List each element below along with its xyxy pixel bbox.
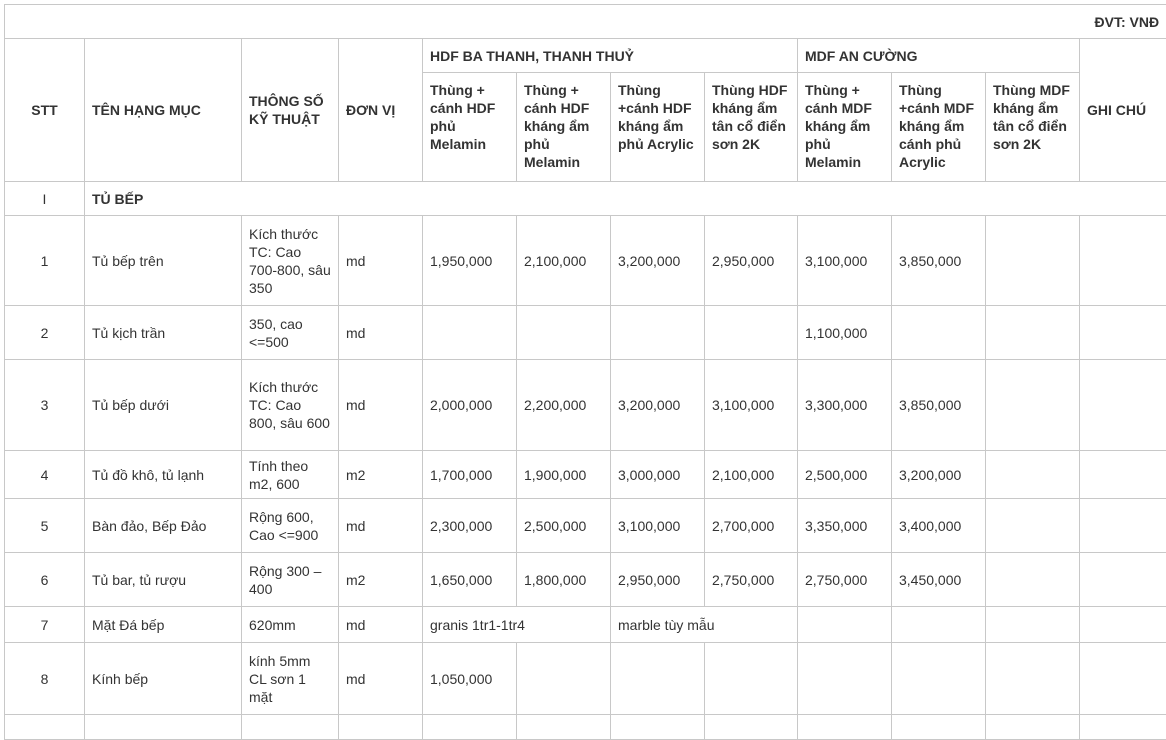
row-name — [85, 715, 242, 740]
row-price — [611, 306, 705, 360]
table-row-partial — [5, 715, 1166, 740]
row-price: 2,100,000 — [705, 451, 798, 499]
row-price — [798, 643, 892, 715]
header-name: TÊN HẠNG MỤC — [85, 39, 242, 182]
header-hdf-col: Thùng + cánh HDF phủ Melamin — [423, 73, 517, 182]
row-unit: m2 — [339, 553, 423, 607]
row-spec — [242, 715, 339, 740]
header-spec: THÔNG SỐ KỸ THUẬT — [242, 39, 339, 182]
row-stt: 4 — [5, 451, 85, 499]
row-price — [986, 306, 1080, 360]
row-name: Tủ bar, tủ rượu — [85, 553, 242, 607]
row-name: Bàn đảo, Bếp Đảo — [85, 499, 242, 553]
header-unit: ĐƠN VỊ — [339, 39, 423, 182]
row-stt: 6 — [5, 553, 85, 607]
table-row — [5, 607, 1166, 643]
row-note — [1080, 643, 1166, 715]
table-row — [5, 216, 1166, 306]
price-table — [4, 4, 1166, 740]
header-group-mdf: MDF AN CƯỜNG — [798, 39, 1080, 73]
row-price: 2,500,000 — [517, 499, 611, 553]
row-unit — [339, 715, 423, 740]
table-row — [5, 360, 1166, 451]
row-name: Tủ đồ khô, tủ lạnh — [85, 451, 242, 499]
row-price: 1,650,000 — [423, 553, 517, 607]
row-price: 2,300,000 — [423, 499, 517, 553]
row-unit: md — [339, 306, 423, 360]
row-price — [517, 306, 611, 360]
row-unit: md — [339, 643, 423, 715]
header-mdf-col: Thùng MDF kháng ẩm tân cổ điển sơn 2K — [986, 73, 1080, 182]
row-name: Tủ bếp dưới — [85, 360, 242, 451]
row-price: 3,200,000 — [611, 216, 705, 306]
row-note — [1080, 499, 1166, 553]
row-price — [611, 643, 705, 715]
row-price: 3,100,000 — [798, 216, 892, 306]
row-price — [517, 715, 611, 740]
row-price: 3,400,000 — [892, 499, 986, 553]
row-name: Tủ bếp trên — [85, 216, 242, 306]
row-price: 1,900,000 — [517, 451, 611, 499]
row-price: 2,950,000 — [705, 216, 798, 306]
unit-note: ĐVT: VNĐ — [5, 5, 1166, 39]
table-row — [5, 306, 1166, 360]
row-unit: md — [339, 499, 423, 553]
row-price — [892, 715, 986, 740]
row-price: 3,300,000 — [798, 360, 892, 451]
row-unit: md — [339, 360, 423, 451]
row-price — [705, 715, 798, 740]
row-price: 3,850,000 — [892, 216, 986, 306]
row-price: 1,800,000 — [517, 553, 611, 607]
header-hdf-col: Thùng +cánh HDF kháng ẩm phủ Acrylic — [611, 73, 705, 182]
row-price — [986, 451, 1080, 499]
row-price — [892, 607, 986, 643]
row-spec: Kích thước TC: Cao 800, sâu 600 — [242, 360, 339, 451]
row-spec: Tính theo m2, 600 — [242, 451, 339, 499]
row-spec: Kích thước TC: Cao 700-800, sâu 350 — [242, 216, 339, 306]
row-price: 3,450,000 — [892, 553, 986, 607]
table-row — [5, 643, 1166, 715]
row-price — [986, 553, 1080, 607]
row-stt: 5 — [5, 499, 85, 553]
row-spec: 350, cao <=500 — [242, 306, 339, 360]
row-price: 1,700,000 — [423, 451, 517, 499]
row-stt — [5, 715, 85, 740]
row-price: 1,100,000 — [798, 306, 892, 360]
row-name: Tủ kịch trần — [85, 306, 242, 360]
row-price — [986, 360, 1080, 451]
row-stt: 7 — [5, 607, 85, 643]
table-row — [5, 451, 1166, 499]
row-spec: Rộng 600, Cao <=900 — [242, 499, 339, 553]
row-price — [986, 643, 1080, 715]
section-stt: I — [5, 182, 85, 216]
row-price — [705, 643, 798, 715]
header-mdf-col: Thùng + cánh MDF kháng ẩm phủ Melamin — [798, 73, 892, 182]
table-row — [5, 499, 1166, 553]
row-spec: kính 5mm CL sơn 1 mặt — [242, 643, 339, 715]
row-price: 3,200,000 — [892, 451, 986, 499]
row-price: 1,050,000 — [423, 643, 517, 715]
row-spec: 620mm — [242, 607, 339, 643]
header-row-1 — [5, 39, 1166, 73]
row-name: Kính bếp — [85, 643, 242, 715]
row-price — [892, 306, 986, 360]
row-price — [611, 715, 705, 740]
row-price — [798, 607, 892, 643]
row-price: 3,200,000 — [611, 360, 705, 451]
section-title: TỦ BẾP — [85, 182, 1166, 216]
row-price: 1,950,000 — [423, 216, 517, 306]
header-mdf-col: Thùng +cánh MDF kháng ẩm cánh phủ Acrylic — [892, 73, 986, 182]
unit-row — [5, 5, 1166, 39]
row-price: 2,200,000 — [517, 360, 611, 451]
row-price — [986, 607, 1080, 643]
row-name: Mặt Đá bếp — [85, 607, 242, 643]
row-note — [1080, 715, 1166, 740]
row-price: 3,350,000 — [798, 499, 892, 553]
section-row — [5, 182, 1166, 216]
row-price — [423, 715, 517, 740]
header-stt: STT — [5, 39, 85, 182]
row-price: 3,100,000 — [611, 499, 705, 553]
row-unit: md — [339, 216, 423, 306]
row-price: 2,500,000 — [798, 451, 892, 499]
row-price: 2,700,000 — [705, 499, 798, 553]
header-hdf-col: Thùng + cánh HDF kháng ẩm phủ Melamin — [517, 73, 611, 182]
row-price — [798, 715, 892, 740]
row-note — [1080, 216, 1166, 306]
row-stt: 3 — [5, 360, 85, 451]
row-stt: 8 — [5, 643, 85, 715]
row-price — [986, 715, 1080, 740]
row-price: 3,000,000 — [611, 451, 705, 499]
row-price: 3,100,000 — [705, 360, 798, 451]
row-unit: m2 — [339, 451, 423, 499]
row-price — [986, 499, 1080, 553]
header-group-hdf: HDF BA THANH, THANH THUỶ — [423, 39, 798, 73]
row-price — [986, 216, 1080, 306]
row-price: 2,950,000 — [611, 553, 705, 607]
row-marble-price: marble tùy mẫu — [611, 607, 798, 643]
row-price — [423, 306, 517, 360]
row-stt: 1 — [5, 216, 85, 306]
row-price — [705, 306, 798, 360]
row-stt: 2 — [5, 306, 85, 360]
row-price: 2,100,000 — [517, 216, 611, 306]
row-note — [1080, 451, 1166, 499]
row-note — [1080, 607, 1166, 643]
row-price: 2,000,000 — [423, 360, 517, 451]
row-price: 2,750,000 — [705, 553, 798, 607]
row-granite-price: granis 1tr1-1tr4 — [423, 607, 611, 643]
row-note — [1080, 553, 1166, 607]
table-row — [5, 553, 1166, 607]
row-price: 2,750,000 — [798, 553, 892, 607]
row-price — [892, 643, 986, 715]
row-note — [1080, 306, 1166, 360]
row-unit: md — [339, 607, 423, 643]
row-price: 3,850,000 — [892, 360, 986, 451]
row-note — [1080, 360, 1166, 451]
header-hdf-col: Thùng HDF kháng ẩm tân cổ điển sơn 2K — [705, 73, 798, 182]
header-note: GHI CHÚ — [1080, 39, 1166, 182]
row-spec: Rộng 300 – 400 — [242, 553, 339, 607]
row-price — [517, 643, 611, 715]
